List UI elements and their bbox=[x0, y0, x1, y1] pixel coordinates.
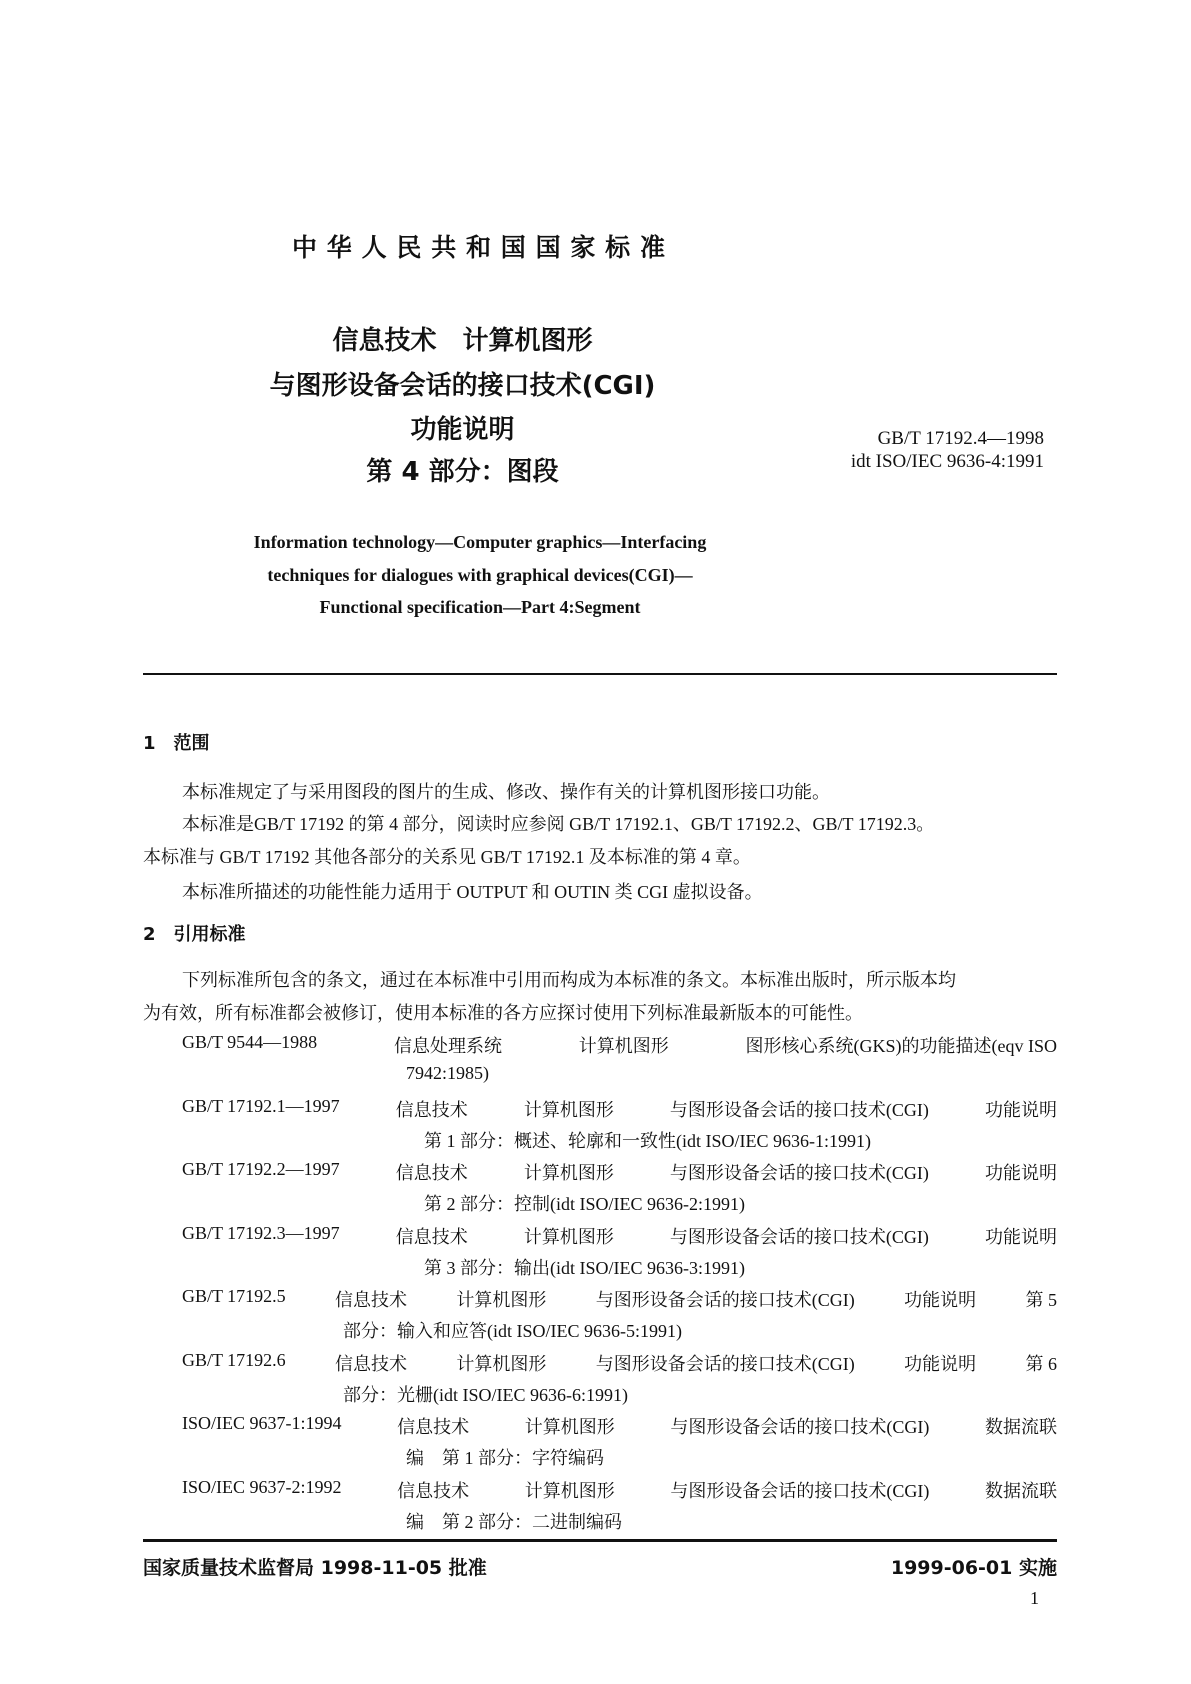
section-title: 范围 bbox=[173, 733, 210, 754]
heading-char: 标 bbox=[605, 233, 631, 262]
section-heading bbox=[143, 920, 246, 946]
heading-char: 家 bbox=[570, 233, 596, 262]
issuing-authority-heading bbox=[292, 228, 665, 264]
reference-title-part: 计算机图形 bbox=[578, 1036, 669, 1056]
section-heading bbox=[143, 729, 210, 755]
reference-continuation: 编 第 1 部分：字符编码 bbox=[406, 1448, 604, 1468]
reference-title-part: 计算机图形 bbox=[523, 1099, 614, 1120]
heading-char: 共 bbox=[431, 233, 457, 262]
heading-char: 中 bbox=[292, 233, 318, 262]
reference-title-part: 功能说明 bbox=[985, 1099, 1057, 1120]
reference-continuation: 7942:1985) bbox=[406, 1063, 489, 1083]
heading-char: 人 bbox=[361, 233, 387, 262]
reference-title-part: 功能说明 bbox=[904, 1290, 977, 1310]
english-title-line: techniques for dialogues with graphical devices(CGI)— bbox=[267, 565, 693, 585]
reference-title-part: 信息技术 bbox=[397, 1480, 470, 1501]
reference-title-part: 信息技术 bbox=[395, 1099, 468, 1120]
reference-title-part: 数据流联 bbox=[985, 1480, 1057, 1501]
reference-title-part: 信息技术 bbox=[335, 1290, 408, 1310]
reference-entry bbox=[182, 1223, 1057, 1249]
reference-entry bbox=[182, 1032, 1057, 1058]
section-title: 引用标准 bbox=[173, 924, 246, 945]
page-number: 1 bbox=[1030, 1588, 1039, 1608]
title-line: 功能说明 bbox=[410, 415, 515, 445]
paragraph: 为有效，所有标准都会被修订，使用本标准的各方应探讨使用下列标准最新版本的可能性。 bbox=[143, 1003, 863, 1023]
heading-char: 民 bbox=[396, 233, 422, 262]
approval-date: 国家质量技术监督局 1998-11-05 批准 bbox=[143, 1557, 487, 1579]
heading-char: 华 bbox=[326, 233, 352, 262]
reference-title-part: 与图形设备会话的接口技术(CGI) bbox=[670, 1417, 930, 1437]
reference-continuation: 部分：输入和应答(idt ISO/IEC 9636-5:1991) bbox=[343, 1321, 682, 1341]
reference-title-part: 功能说明 bbox=[985, 1163, 1057, 1183]
reference-title-part: 计算机图形 bbox=[523, 1226, 614, 1247]
reference-title-part: 计算机图形 bbox=[524, 1480, 615, 1501]
reference-code: GB/T 17192.2—1997 bbox=[182, 1159, 340, 1179]
title-line: 信息技术 计算机图形 bbox=[332, 326, 593, 356]
reference-title-part: 计算机图形 bbox=[523, 1163, 614, 1183]
reference-title-part: 数据流联 bbox=[985, 1417, 1057, 1437]
effective-date: 1999-06-01 实施 bbox=[890, 1557, 1057, 1579]
paragraph: 本标准与 GB/T 17192 其他各部分的关系见 GB/T 17192.1 及本标准的第 4 章。 bbox=[143, 847, 751, 867]
reference-continuation: 第 3 部分：输出(idt ISO/IEC 9636-3:1991) bbox=[424, 1257, 745, 1278]
reference-entry bbox=[182, 1477, 1057, 1503]
title-line: 与图形设备会话的接口技术(CGI) bbox=[269, 371, 656, 401]
section-number: 2 bbox=[143, 924, 156, 945]
reference-title-part: 与图形设备会话的接口技术(CGI) bbox=[670, 1480, 930, 1501]
paragraph: 本标准规定了与采用图段的图片的生成、修改、操作有关的计算机图形接口功能。 bbox=[182, 782, 830, 802]
paragraph: 本标准是GB/T 17192 的第 4 部分，阅读时应参阅 GB/T 17192.1、GB/T 17192.2、GB/T 17192.3。 bbox=[182, 814, 935, 834]
reference-title-part: 计算机图形 bbox=[456, 1353, 547, 1374]
reference-title-part: 与图形设备会话的接口技术(CGI) bbox=[595, 1353, 855, 1374]
standard-idt: idt ISO/IEC 9636-4:1991 bbox=[850, 451, 1044, 472]
reference-continuation: 部分：光栅(idt ISO/IEC 9636-6:1991) bbox=[343, 1384, 628, 1405]
reference-code: ISO/IEC 9637-2:1992 bbox=[182, 1476, 342, 1497]
reference-title-part: 信息处理系统 bbox=[393, 1036, 502, 1056]
bottom-divider bbox=[143, 1539, 1057, 1542]
reference-title-part: 信息技术 bbox=[335, 1353, 408, 1374]
reference-code: ISO/IEC 9637-1:1994 bbox=[182, 1413, 342, 1433]
reference-title-part: 第 6 bbox=[1025, 1353, 1057, 1374]
reference-continuation: 第 1 部分：概述、轮廓和一致性(idt ISO/IEC 9636-1:1991) bbox=[424, 1130, 871, 1151]
reference-title-part: 图形核心系统(GKS)的功能描述(eqv ISO bbox=[745, 1036, 1057, 1056]
reference-continuation: 第 2 部分：控制(idt ISO/IEC 9636-2:1991) bbox=[424, 1194, 745, 1214]
reference-code: GB/T 17192.1—1997 bbox=[182, 1095, 340, 1116]
reference-entry bbox=[182, 1350, 1057, 1376]
reference-title-part: 与图形设备会话的接口技术(CGI) bbox=[669, 1099, 929, 1120]
english-title-line: Functional specification—Part 4:Segment bbox=[319, 597, 641, 617]
heading-char: 国 bbox=[500, 233, 526, 262]
english-title-line: Information technology—Computer graphics—Interfacing bbox=[253, 532, 707, 552]
reference-entry bbox=[182, 1159, 1057, 1185]
heading-char: 准 bbox=[639, 233, 665, 262]
reference-title-part: 计算机图形 bbox=[456, 1290, 547, 1310]
reference-title-part: 第 5 bbox=[1025, 1290, 1057, 1310]
reference-title-part: 信息技术 bbox=[395, 1163, 468, 1183]
heading-char: 国 bbox=[535, 233, 561, 262]
reference-title-part: 计算机图形 bbox=[524, 1417, 615, 1437]
reference-title-part: 与图形设备会话的接口技术(CGI) bbox=[595, 1290, 855, 1310]
paragraph: 本标准所描述的功能性能力适用于 OUTPUT 和 OUTIN 类 CGI 虚拟设备。 bbox=[182, 882, 763, 902]
reference-title-part: 信息技术 bbox=[395, 1226, 468, 1247]
reference-entry bbox=[182, 1413, 1057, 1439]
reference-title-part: 与图形设备会话的接口技术(CGI) bbox=[669, 1163, 929, 1183]
paragraph: 下列标准所包含的条文，通过在本标准中引用而构成为本标准的条文。本标准出版时，所示版本均 bbox=[182, 970, 956, 990]
standard-number: GB/T 17192.4—1998 bbox=[877, 428, 1044, 449]
reference-title-part: 与图形设备会话的接口技术(CGI) bbox=[669, 1226, 929, 1247]
reference-entry bbox=[182, 1096, 1057, 1122]
reference-code: GB/T 17192.3—1997 bbox=[182, 1222, 340, 1243]
reference-code: GB/T 17192.5 bbox=[182, 1286, 286, 1306]
reference-title-part: 功能说明 bbox=[985, 1226, 1057, 1247]
reference-title-part: 功能说明 bbox=[904, 1353, 977, 1374]
section-number: 1 bbox=[143, 733, 156, 754]
title-line: 第 4 部分：图段 bbox=[366, 457, 559, 487]
reference-code: GB/T 9544—1988 bbox=[182, 1032, 318, 1052]
heading-char: 和 bbox=[465, 233, 491, 262]
reference-entry bbox=[182, 1286, 1057, 1312]
top-divider bbox=[143, 673, 1057, 675]
reference-code: GB/T 17192.6 bbox=[182, 1349, 286, 1370]
reference-continuation: 编 第 2 部分：二进制编码 bbox=[406, 1511, 622, 1532]
reference-title-part: 信息技术 bbox=[397, 1417, 470, 1437]
